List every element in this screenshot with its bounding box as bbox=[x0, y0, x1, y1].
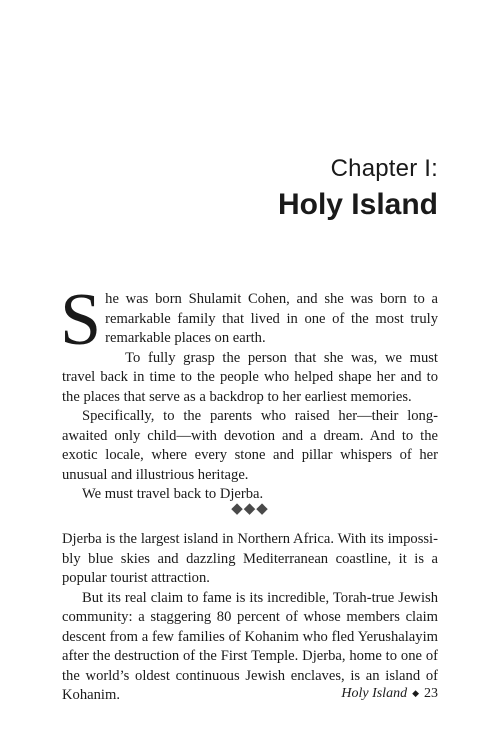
page-number: 23 bbox=[424, 686, 438, 701]
drop-cap: S bbox=[60, 279, 102, 361]
second-section bbox=[62, 530, 438, 706]
chapter-heading bbox=[278, 154, 438, 224]
footer-separator: ◆ bbox=[412, 689, 419, 699]
paragraph-3: Specifically, to the parents who raised her—their long-awaited only child—with devotion and a dream. And to the exotic locale, where every stone and pillar whispers of her unusual and illustrious heritage. bbox=[62, 408, 438, 483]
chapter-title: Holy Island bbox=[277, 188, 438, 221]
opening-section bbox=[60, 279, 438, 505]
running-footer bbox=[341, 686, 438, 702]
paragraph-2: To fully grasp the person that she was, we must travel back in time to the people who helped shape her and to the places that serve as a backdrop to her earliest memories. bbox=[62, 349, 438, 405]
chapter-label: Chapter I: bbox=[330, 155, 438, 182]
paragraph-5: Djerba is the largest island in Northern Africa. With its impossibly blue skies and dazzling Mediterranean coastline, it is a popular tourist attraction. bbox=[62, 531, 438, 586]
running-title: Holy Island bbox=[341, 686, 408, 701]
paragraph-1 bbox=[60, 279, 438, 361]
section-break-ornament: ◆◆◆ bbox=[231, 499, 269, 517]
paragraph-6: But its real claim to fame is its incredible, Torah-true Jewish community: a staggering 80 percent of whose members claim descent from a few families of Kohanim who fled Yerushalayim after the destruction of the First Temple. Djerba, home to one of the world’s oldest continuous Jewish enclaves, is an island of Kohanim. bbox=[62, 589, 438, 703]
paragraph-1-text: he was born Shulamit Cohen, and she was born to a remarkable family that lived in one of the most truly remarkable places on earth. bbox=[105, 291, 438, 346]
paragraph-4: We must travel back to Djerba. bbox=[82, 486, 264, 502]
